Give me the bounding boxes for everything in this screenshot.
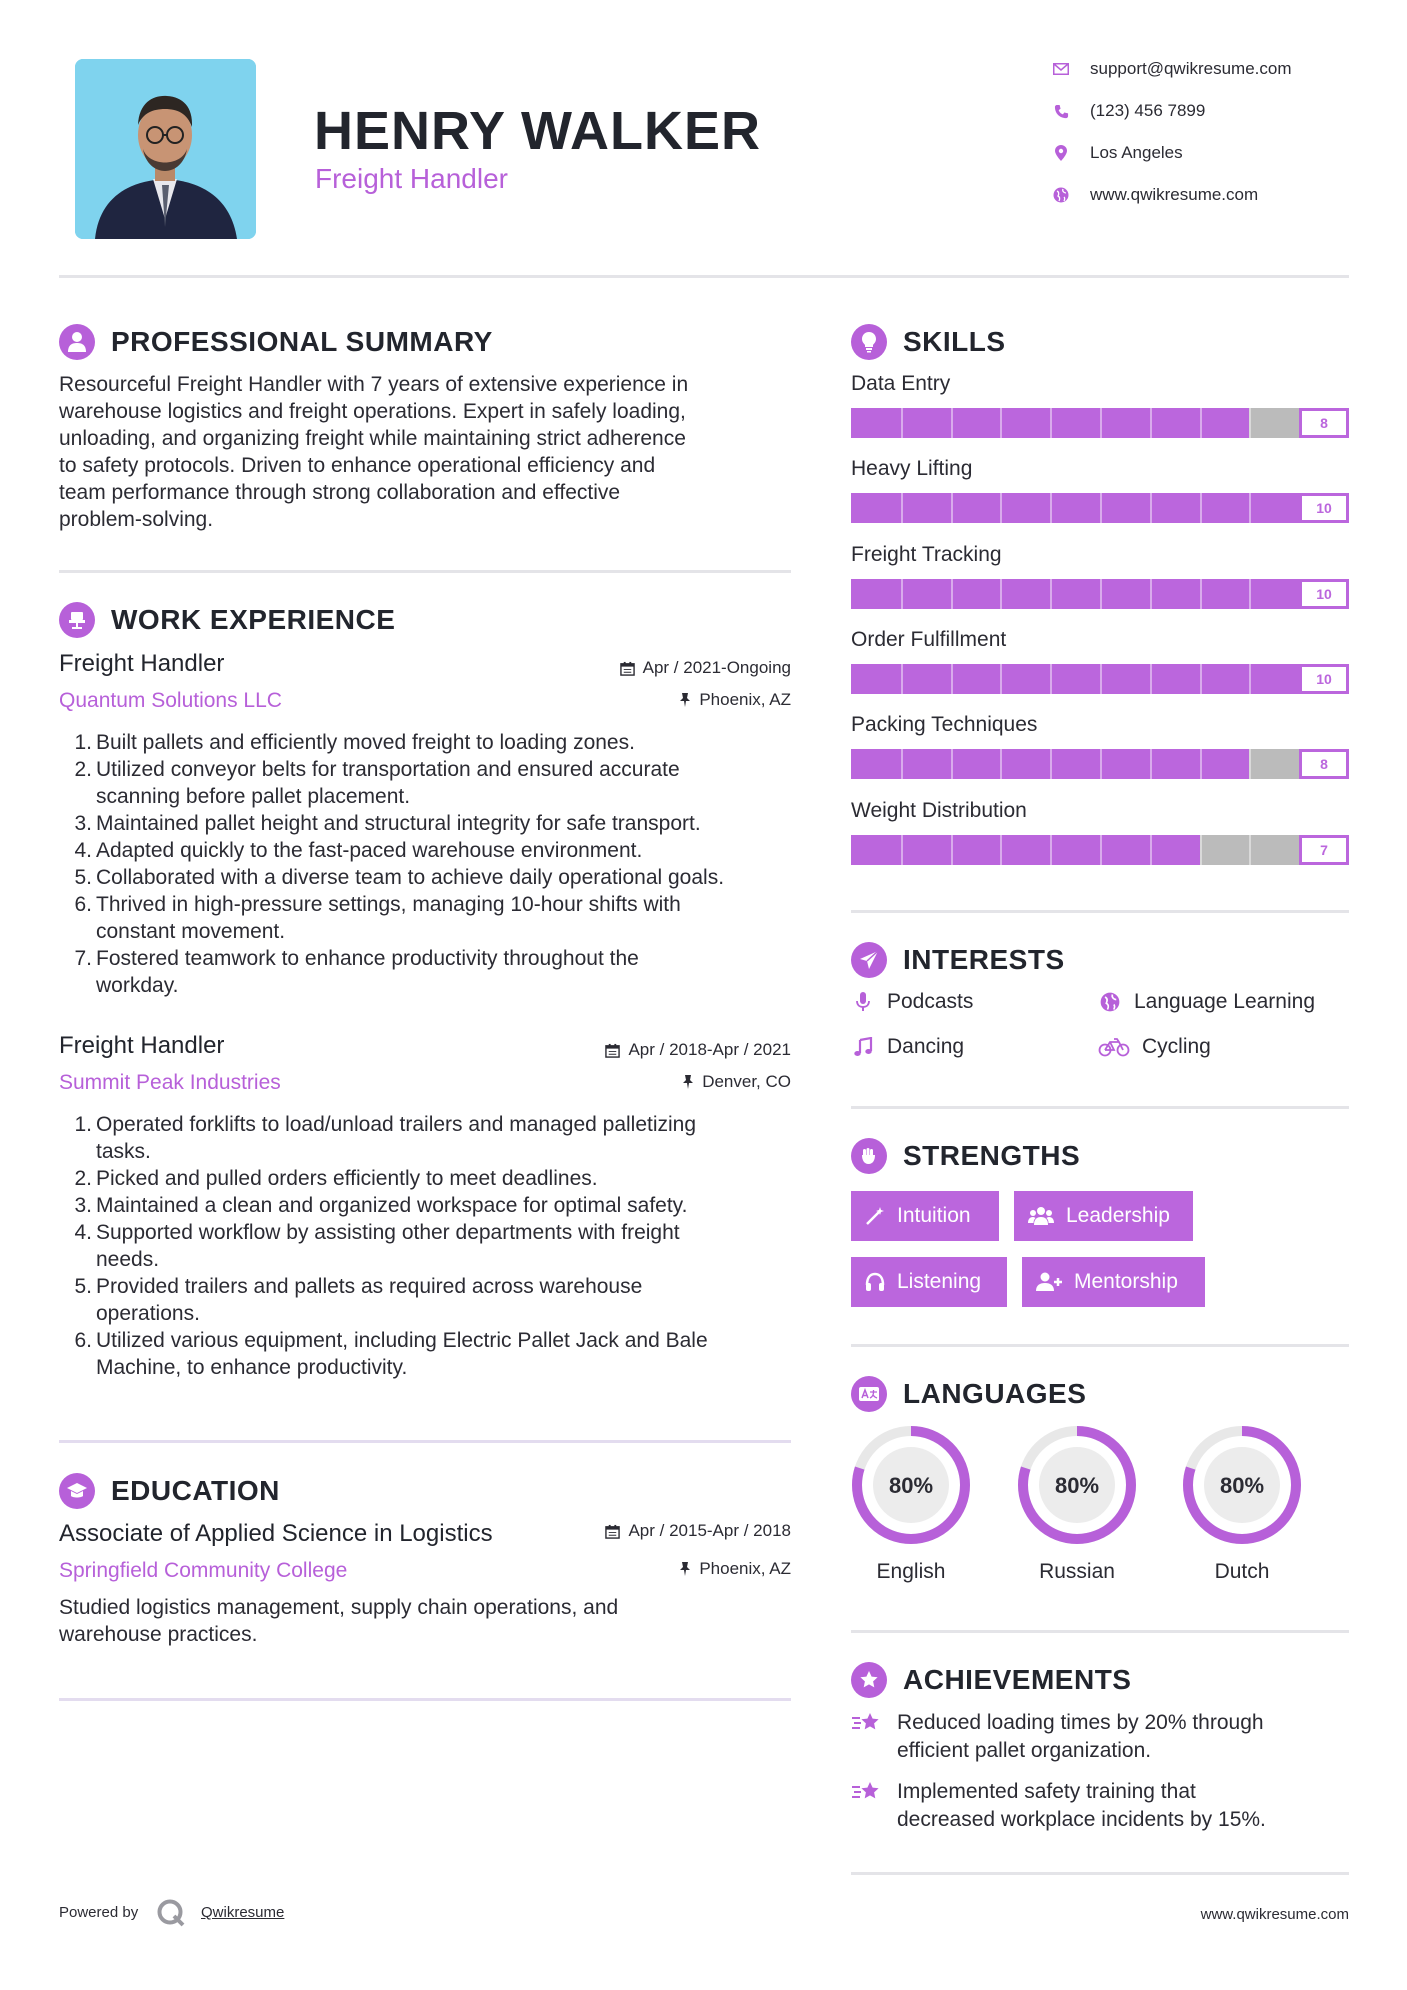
skill-name: Freight Tracking	[851, 543, 1002, 566]
calendar-icon	[605, 1043, 620, 1058]
list-item: Utilized various equipment, including Electric Pallet Jack and Bale Machine, to enhance productivity.	[96, 1329, 708, 1379]
skill-bar-segment	[1200, 408, 1202, 438]
summary-line: warehouse logistics and freight operations. Expert in safely loading,	[59, 400, 686, 423]
list-item: Maintained pallet height and structural integrity for safe transport.	[96, 812, 701, 835]
skill-name: Heavy Lifting	[851, 457, 973, 480]
skill-bar-segment	[1000, 579, 1002, 609]
skill-bar-segment	[1100, 579, 1102, 609]
list-item: Picked and pulled orders efficiently to meet deadlines.	[96, 1167, 598, 1190]
skill-score: 8	[1299, 749, 1349, 779]
skill-score: 7	[1299, 835, 1349, 865]
magic-wand-icon	[865, 1206, 885, 1226]
person-portrait-icon	[75, 59, 256, 239]
skill-bar-segment	[951, 579, 953, 609]
summary-title: PROFESSIONAL SUMMARY	[111, 326, 493, 357]
contact-email-text: support@qwikresume.com	[1090, 59, 1292, 78]
language-percent: 80%	[888, 1473, 934, 1498]
experience-title: WORK EXPERIENCE	[111, 604, 396, 635]
summary-line: unloading, and organizing freight while maintaining strict adherence	[59, 427, 686, 450]
degree-title: Associate of Applied Science in Logistics	[59, 1520, 493, 1547]
candidate-name: HENRY WALKER	[314, 101, 762, 161]
skill-bar-segment	[1000, 749, 1002, 779]
contact-website-text: www.qwikresume.com	[1090, 185, 1259, 204]
skill-bar-segment	[1249, 835, 1251, 865]
education-dates	[605, 1521, 791, 1541]
skill-bar	[851, 749, 1349, 779]
skill-bar-segment	[951, 835, 953, 865]
list-item: Thrived in high-pressure settings, managing 10-hour shifts with constant movement.	[96, 893, 681, 943]
achievements-heading	[851, 1662, 1131, 1698]
qwikresume-logo-icon	[156, 1898, 186, 1928]
phone-icon	[1050, 101, 1072, 121]
education-line: warehouse practices.	[59, 1623, 258, 1646]
language-percent: 80%	[1054, 1473, 1100, 1498]
school-name[interactable]: Springfield Community College	[59, 1559, 348, 1582]
list-item: Utilized conveyor belts for transportation and ensured accurate scanning before pallet placement.	[96, 758, 680, 808]
job-location-text: Phoenix, AZ	[699, 690, 791, 709]
interests-heading	[851, 942, 1065, 978]
graduation-icon	[59, 1473, 95, 1509]
podium-icon	[59, 602, 95, 638]
skill-bar-segment	[1200, 579, 1202, 609]
strength-label: Mentorship	[1074, 1270, 1178, 1293]
summary-line: team performance through strong collaboration and effective	[59, 481, 621, 504]
achievement-item	[851, 1778, 1266, 1834]
contact-location	[1050, 140, 1183, 166]
list-item: Built pallets and efficiently moved freight to loading zones.	[96, 731, 635, 754]
paper-plane-icon	[851, 942, 887, 978]
job-responsibilities	[78, 729, 798, 999]
job-title: Freight Handler	[59, 1032, 225, 1059]
skill-bar-segment	[1050, 835, 1052, 865]
skill-name: Packing Techniques	[851, 713, 1038, 736]
header-divider	[59, 275, 1349, 278]
skill-name: Data Entry	[851, 372, 951, 395]
music-note-icon	[851, 1035, 875, 1059]
skill-bar	[851, 664, 1349, 694]
skill-bar	[851, 493, 1349, 523]
strength-chip	[851, 1191, 999, 1241]
interest-label: Podcasts	[887, 990, 974, 1013]
summary-line: problem-solving.	[59, 508, 214, 531]
skill-bar-segment	[901, 493, 903, 523]
headphones-icon	[865, 1272, 885, 1292]
interest-item	[851, 990, 973, 1014]
language-name: English	[876, 1560, 946, 1583]
skills-heading	[851, 324, 1006, 360]
achievement-text: Reduced loading times by 20% through efficient pallet organization.	[897, 1711, 1264, 1762]
skill-bar-segment	[1100, 493, 1102, 523]
shooting-star-icon	[851, 1709, 885, 1737]
contact-phone-text: (123) 456 7899	[1090, 101, 1206, 120]
strength-label: Listening	[897, 1270, 982, 1293]
footer-website-link[interactable]: www.qwikresume.com	[1200, 1906, 1349, 1923]
education-location-text: Phoenix, AZ	[699, 1559, 791, 1578]
language-ring	[1015, 1423, 1139, 1547]
interest-label: Cycling	[1142, 1035, 1211, 1058]
skill-bar-segment	[1150, 749, 1152, 779]
language-name: Dutch	[1214, 1560, 1270, 1583]
pushpin-icon	[682, 1074, 694, 1090]
shooting-star-icon	[851, 1778, 885, 1806]
skill-bar-segment	[901, 749, 903, 779]
language-gauge	[849, 1423, 973, 1547]
skill-bar-segment	[901, 664, 903, 694]
skill-bar-segment	[1249, 493, 1251, 523]
skill-bar-segment	[1050, 408, 1052, 438]
brand-link[interactable]: Qwikresume	[201, 1904, 285, 1921]
strength-chip	[1022, 1257, 1205, 1307]
skill-bar-segment	[1000, 408, 1002, 438]
job-dates-text: Apr / 2021-Ongoing	[642, 658, 791, 677]
skill-name: Order Fulfillment	[851, 628, 1007, 651]
skill-bar	[851, 579, 1349, 609]
user-icon	[59, 324, 95, 360]
education-line: Studied logistics management, supply chain operations, and	[59, 1596, 619, 1619]
strengths-title: STRENGTHS	[903, 1140, 1081, 1171]
job-location-text: Denver, CO	[702, 1072, 791, 1091]
language-gauge	[1180, 1423, 1304, 1547]
skill-score: 10	[1299, 493, 1349, 523]
skill-score: 8	[1299, 408, 1349, 438]
languages-title: LANGUAGES	[903, 1378, 1087, 1409]
list-item: Supported workflow by assisting other departments with freight needs.	[96, 1221, 680, 1271]
list-item: Adapted quickly to the fast-paced warehouse environment.	[96, 839, 643, 862]
skill-bar-segment	[951, 408, 953, 438]
skill-bar-segment	[1050, 664, 1052, 694]
globe-icon	[1098, 990, 1122, 1014]
interest-item	[1098, 990, 1315, 1014]
users-icon	[1028, 1206, 1054, 1226]
achievements-title: ACHIEVEMENTS	[903, 1664, 1132, 1695]
powered-by-label: Powered by	[59, 1904, 139, 1921]
job-dates-text: Apr / 2018-Apr / 2021	[628, 1040, 791, 1059]
job-title: Freight Handler	[59, 650, 225, 677]
fist-icon	[851, 1138, 887, 1174]
contact-location-text: Los Angeles	[1090, 143, 1183, 162]
summary-divider	[59, 570, 791, 573]
skill-bar	[851, 408, 1349, 438]
education-divider	[59, 1698, 791, 1701]
skill-bar-segment	[1249, 408, 1251, 438]
language-ring	[849, 1423, 973, 1547]
skill-bar-segment	[1000, 664, 1002, 694]
achievements-divider	[851, 1872, 1349, 1875]
contact-email[interactable]	[1050, 56, 1292, 82]
calendar-icon	[605, 1524, 620, 1539]
skill-bar-segment	[1249, 749, 1251, 779]
map-pin-icon	[1050, 143, 1072, 163]
skill-bar-segment	[1100, 749, 1102, 779]
list-item: Fostered teamwork to enhance productivity throughout the workday.	[96, 947, 639, 997]
skill-bar-segment	[1249, 579, 1251, 609]
strength-chip	[1014, 1191, 1193, 1241]
skill-bar-segment	[951, 749, 953, 779]
education-dates-text: Apr / 2015-Apr / 2018	[628, 1521, 791, 1540]
strengths-heading	[851, 1138, 1080, 1174]
contact-phone[interactable]	[1050, 98, 1205, 124]
skill-bar-segment	[1200, 749, 1202, 779]
skills-title: SKILLS	[903, 326, 1006, 357]
education-description	[59, 1594, 799, 1648]
skill-bar-segment	[901, 579, 903, 609]
experience-divider	[59, 1440, 791, 1443]
globe-icon	[1050, 185, 1072, 205]
education-heading	[59, 1473, 280, 1509]
summary-line: to safety protocols. Driven to enhance operational efficiency and	[59, 454, 656, 477]
candidate-role: Freight Handler	[315, 163, 508, 194]
achievement-item	[851, 1709, 1264, 1765]
list-item: Collaborated with a diverse team to achieve daily operational goals.	[96, 866, 725, 889]
language-card-icon	[851, 1376, 887, 1412]
skill-bar-segment	[1150, 835, 1152, 865]
skill-bar-segment	[1150, 493, 1152, 523]
interest-label: Dancing	[887, 1035, 965, 1058]
skill-score: 10	[1299, 664, 1349, 694]
languages-heading	[851, 1376, 1086, 1412]
skill-bar-segment	[1150, 408, 1152, 438]
list-item: Maintained a clean and organized workspace for optimal safety.	[96, 1194, 688, 1217]
education-title: EDUCATION	[111, 1475, 280, 1506]
summary-line: Resourceful Freight Handler with 7 years of extensive experience in	[59, 373, 689, 396]
summary-heading	[59, 324, 493, 360]
skill-bar-segment	[1200, 493, 1202, 523]
microphone-icon	[851, 990, 875, 1014]
lightbulb-icon	[851, 324, 887, 360]
skill-bar-segment	[1050, 749, 1052, 779]
languages-divider	[851, 1630, 1349, 1633]
interest-item	[1098, 1035, 1211, 1059]
skill-name: Weight Distribution	[851, 799, 1027, 822]
skill-bar-segment	[1000, 493, 1002, 523]
list-item: Provided trailers and pallets as required across warehouse operations.	[96, 1275, 643, 1325]
skill-bar-segment	[1050, 493, 1052, 523]
user-plus-icon	[1036, 1272, 1062, 1292]
interests-divider	[851, 1106, 1349, 1109]
interest-item	[851, 1035, 964, 1059]
interests-title: INTERESTS	[903, 944, 1065, 975]
job-dates	[605, 1040, 791, 1060]
skill-bar-segment	[1100, 835, 1102, 865]
skill-bar-segment	[951, 493, 953, 523]
interest-label: Language Learning	[1134, 990, 1316, 1013]
job-location	[679, 690, 791, 710]
job-company[interactable]: Quantum Solutions LLC	[59, 689, 282, 712]
skill-bar-fill	[851, 835, 1200, 865]
language-gauge	[1015, 1423, 1139, 1547]
envelope-icon	[1050, 59, 1072, 79]
skill-bar	[851, 835, 1349, 865]
strength-chip	[851, 1257, 1007, 1307]
profile-photo	[75, 59, 256, 239]
pushpin-icon	[679, 1561, 691, 1577]
strengths-divider	[851, 1344, 1349, 1347]
language-ring	[1180, 1423, 1304, 1547]
skill-score: 10	[1299, 579, 1349, 609]
skills-divider	[851, 910, 1349, 913]
language-name: Russian	[1039, 1560, 1115, 1583]
job-responsibilities	[78, 1111, 798, 1381]
list-item: Operated forklifts to load/unload trailers and managed palletizing tasks.	[96, 1113, 697, 1163]
job-company[interactable]: Summit Peak Industries	[59, 1071, 281, 1094]
skill-bar-segment	[1050, 579, 1052, 609]
skill-bar-segment	[1100, 408, 1102, 438]
achievement-text: Implemented safety training that decreased workplace incidents by 15%.	[897, 1780, 1266, 1831]
skill-bar-segment	[1200, 835, 1202, 865]
skill-bar-segment	[1000, 835, 1002, 865]
skill-bar-segment	[901, 835, 903, 865]
experience-heading	[59, 602, 395, 638]
strength-label: Leadership	[1066, 1204, 1170, 1227]
summary-text	[59, 371, 799, 533]
skill-bar-segment	[1200, 664, 1202, 694]
contact-website[interactable]	[1050, 182, 1258, 208]
pushpin-icon	[679, 692, 691, 708]
skill-bar-segment	[1100, 664, 1102, 694]
skill-bar-segment	[1150, 664, 1152, 694]
award-star-icon	[851, 1662, 887, 1698]
education-location	[679, 1559, 791, 1579]
skill-bar-segment	[1249, 664, 1251, 694]
job-location	[682, 1072, 791, 1092]
calendar-icon	[620, 661, 635, 676]
bicycle-icon	[1098, 1035, 1130, 1059]
strength-label: Intuition	[897, 1204, 971, 1227]
skill-bar-segment	[1150, 579, 1152, 609]
skill-bar-segment	[901, 408, 903, 438]
job-dates	[620, 658, 791, 678]
skill-bar-segment	[951, 664, 953, 694]
language-percent: 80%	[1219, 1473, 1265, 1498]
